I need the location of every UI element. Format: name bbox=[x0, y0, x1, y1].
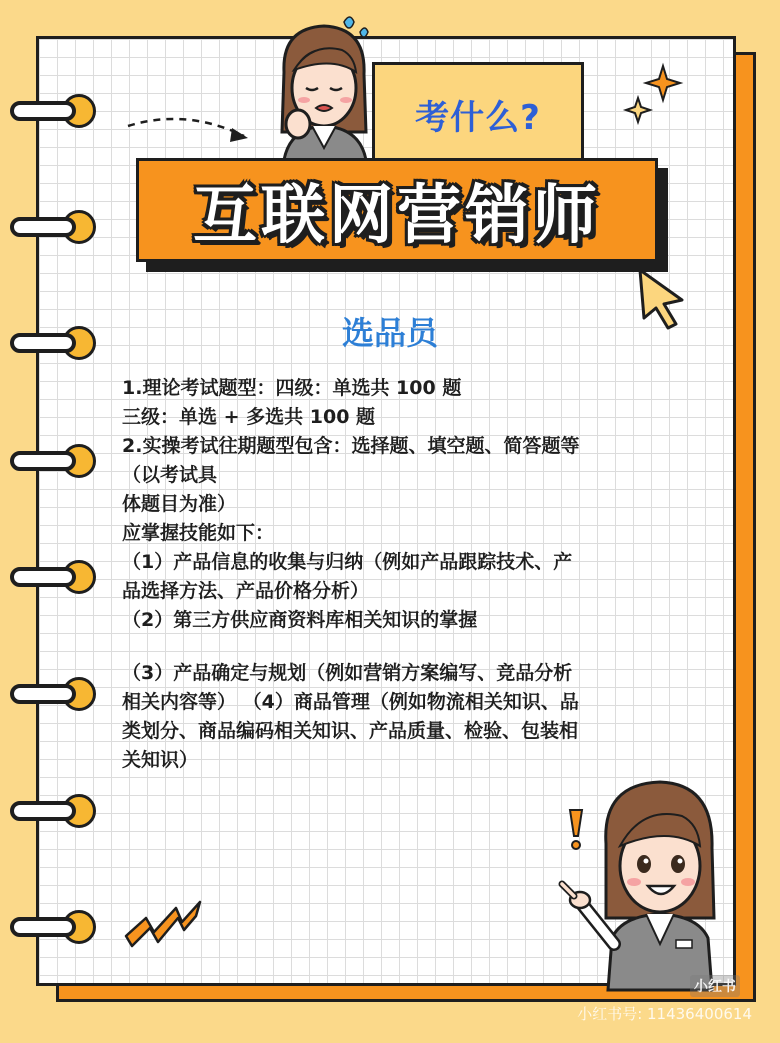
body-line: 应掌握技能如下： bbox=[122, 522, 275, 544]
ring-wire bbox=[10, 801, 76, 821]
ring-wire bbox=[10, 684, 76, 704]
ring-wire bbox=[10, 217, 76, 237]
watermark-id: 小红书号: 11436400614 bbox=[577, 1005, 752, 1023]
body-text bbox=[122, 374, 702, 775]
ring-wire bbox=[10, 917, 76, 937]
body-line: （以考试具 bbox=[122, 464, 218, 486]
body-line: 类划分、商品编码相关知识、产品质量、检验、包装相 bbox=[122, 720, 579, 742]
body-line: 品选择方法、产品价格分析） bbox=[122, 580, 370, 602]
watermark-brand: 小红书 bbox=[690, 975, 740, 997]
body-blank-line bbox=[122, 635, 702, 659]
pointing-girl-illustration bbox=[572, 768, 722, 990]
ring-wire bbox=[10, 451, 76, 471]
body-line: 体题目为准） bbox=[122, 493, 237, 515]
sparkle-icon bbox=[646, 66, 680, 100]
ring-wire bbox=[10, 101, 76, 121]
body-line: 相关内容等） （4）商品管理（例如物流相关知识、品 bbox=[122, 691, 579, 713]
question-tag-text: 考什么? bbox=[415, 97, 541, 138]
body-line: （2）第三方供应商资料库相关知识的掌握 bbox=[122, 609, 478, 631]
body-line: 1.理论考试题型：四级：单选共 100 题 bbox=[122, 377, 462, 399]
ring-wire bbox=[10, 567, 76, 587]
sparkle-icon bbox=[626, 98, 650, 122]
body-line: （1）产品信息的收集与归纳（例如产品跟踪技术、产 bbox=[122, 551, 573, 573]
page-title: 互联网营销师 bbox=[193, 179, 601, 253]
body-line: 三级：单选 + 多选共 100 题 bbox=[122, 406, 376, 428]
title-banner bbox=[136, 158, 658, 262]
dashed-arrow-icon bbox=[126, 108, 256, 148]
body-line: （3）产品确定与规划（例如营销方案编写、竞品分析 bbox=[122, 662, 573, 684]
zigzag-icon bbox=[124, 896, 204, 950]
section-subtitle: 选品员 bbox=[341, 314, 438, 352]
question-tag bbox=[372, 62, 584, 166]
body-line: 2.实操考试往期题型包含：选择题、填空题、简答题等 bbox=[122, 435, 580, 457]
body-line: 关知识） bbox=[122, 749, 199, 771]
